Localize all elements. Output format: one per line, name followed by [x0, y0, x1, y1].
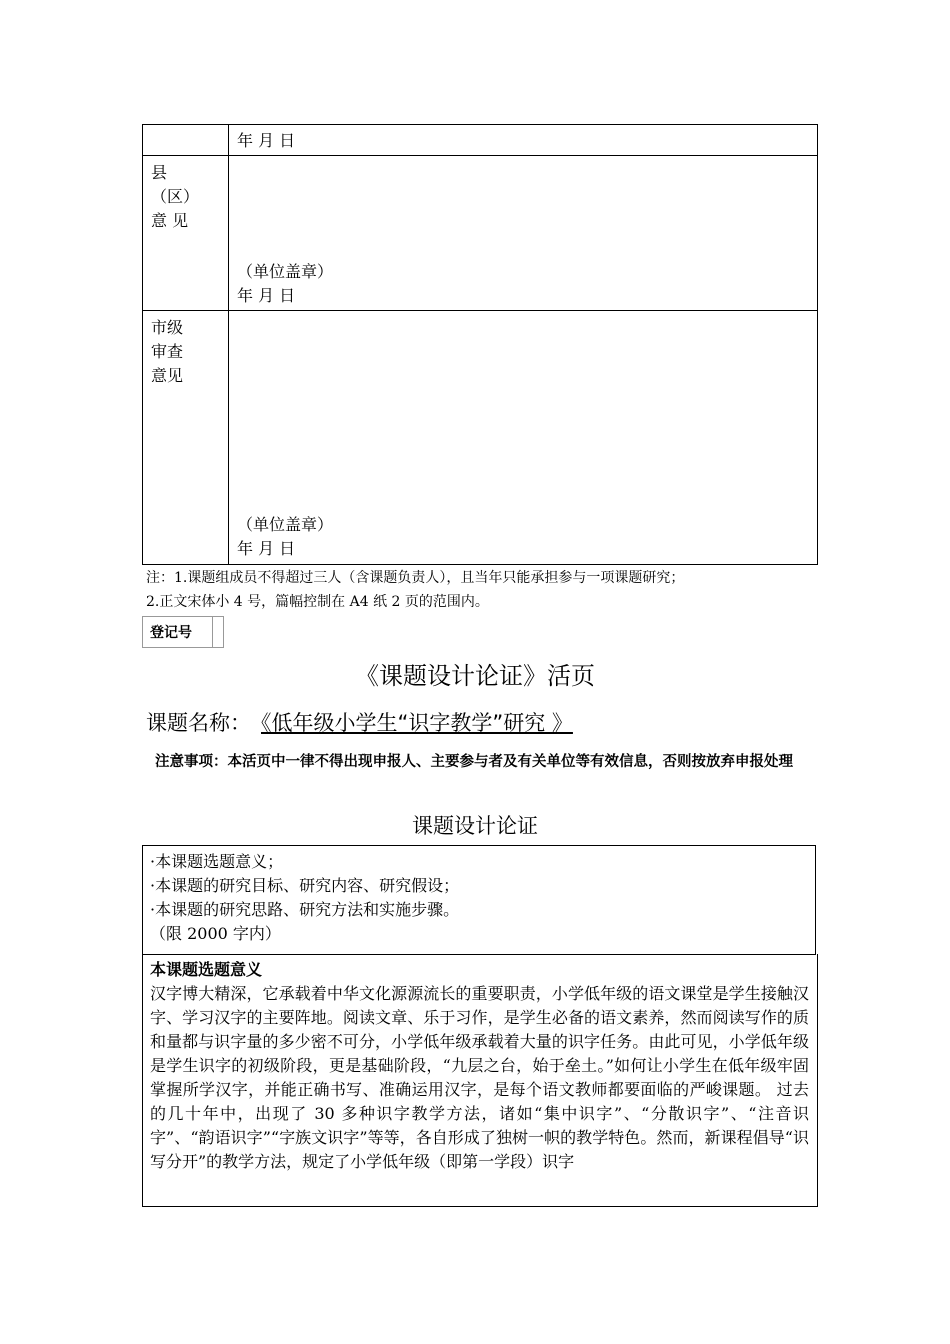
registration-label: 登记号: [150, 625, 192, 641]
registration-box: [142, 616, 224, 648]
topic-line: [146, 707, 585, 737]
body-heading: 本课题选题意义: [150, 960, 263, 979]
note-line-1: 注：1.课题组成员不得超过三人（含课题负责人），且当年只能承担参与一项课题研究；: [146, 570, 685, 586]
requirement-item: ·本课题的研究思路、研究方法和实施步骤。: [150, 900, 460, 919]
registration-number-cell: [212, 617, 223, 647]
date-line: 年 月 日: [237, 131, 296, 150]
form-row-1-content-cell: [229, 125, 818, 156]
city-label-line-1: 市级: [151, 318, 184, 337]
city-label-line-3: 意见: [151, 366, 184, 385]
requirement-item: ·本课题的研究目标、研究内容、研究假设；: [150, 876, 460, 895]
city-label-cell: [143, 311, 229, 565]
seal-line: （单位盖章）: [237, 262, 334, 281]
county-label-cell: [143, 156, 229, 311]
county-opinion-cell: [229, 156, 818, 311]
page-title: 《课题设计论证》活页: [355, 662, 595, 690]
city-opinion-cell: [229, 311, 818, 565]
requirements-box: [142, 845, 816, 955]
caution-note: 注意事项：本活页中一律不得出现申报人、主要参与者及有关单位等有效信息，否则按放弃申报处理: [155, 754, 793, 770]
seal-line: （单位盖章）: [237, 515, 334, 534]
topic-label: 课题名称：: [146, 711, 251, 735]
county-label-line-1: 县: [151, 163, 168, 182]
form-row-1: [143, 125, 818, 156]
form-row-county: [143, 156, 818, 311]
section-title: 课题设计论证: [412, 814, 538, 838]
date-line: 年 月 日: [237, 286, 296, 305]
requirement-limit: （限 2000 字内）: [150, 924, 281, 943]
county-label-line-3: 意 见: [151, 211, 189, 230]
city-label-line-2: 审查: [151, 342, 184, 361]
topic-value: 《低年级小学生“识字教学”研究 》: [261, 711, 573, 735]
note-line-2: 2.正文宋体小 4 号，篇幅控制在 A4 纸 2 页的范围内。: [146, 594, 489, 610]
form-row-1-label-cell: [143, 125, 229, 156]
approval-form-table: [142, 124, 818, 565]
form-row-city: [143, 311, 818, 565]
argument-body-box: [142, 954, 818, 1207]
county-label-line-2: （区）: [151, 187, 200, 206]
date-line: 年 月 日: [237, 539, 296, 558]
requirement-item: ·本课题选题意义；: [150, 852, 284, 871]
body-text: 汉字博大精深，它承载着中华文化源源流长的重要职责，小学低年级的语文课堂是学生接触汉字、学习汉字的主要阵地。阅读文章、乐于习作，是学生必备的语文素养，然而阅读写作的质和量都与识字量的多少密不可分，小学低年级承载着大量的识字任务。由此可见，小学低年级是学生识字的初级阶段，更是基础阶段，“九层之台，始于垒土。”如何让小学生在低年级牢固掌握所学汉字，并能正确书写、准确运用汉字，是每个语文教师都要面临的严峻课题。 过去的几十年中，出现了 30 多种识字教学方法，诸如“集中识字”、“分散识字”、“注音识字”、“韵语识字”“字族文识字”等等，各自形成了独树一帜的教学特色。然而，新课程倡导“识写分开”的教学方法，规定了小学低年级（即第一学段）识字: [150, 984, 809, 1171]
